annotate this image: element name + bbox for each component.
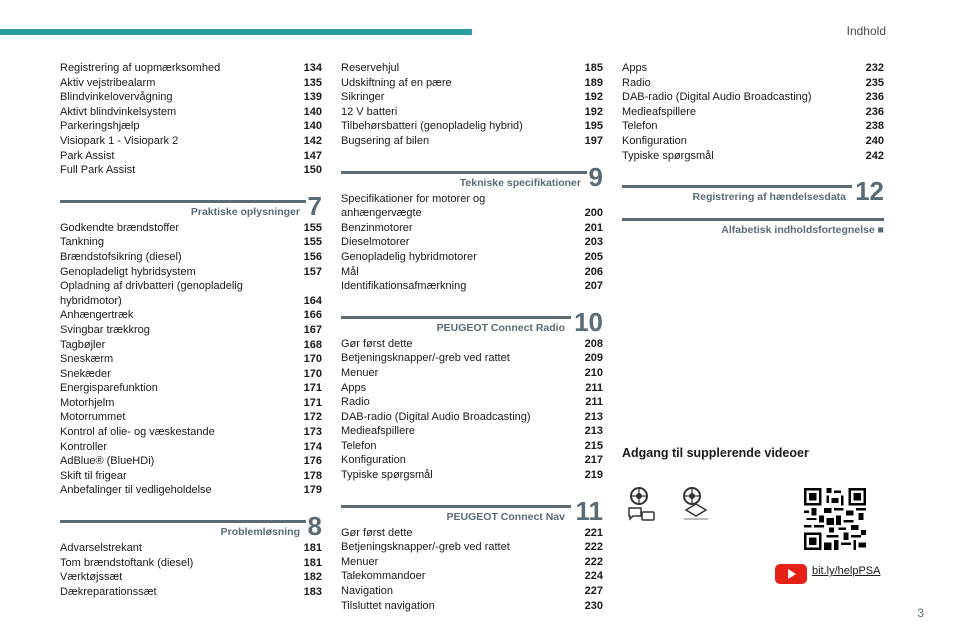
toc-entry-title: Tilsluttet navigation: [341, 599, 435, 612]
toc-entry-page: 232: [865, 62, 884, 74]
toc-entry[interactable]: [622, 149, 884, 164]
toc-entry[interactable]: [60, 163, 322, 178]
toc-entry-page: 181: [303, 556, 322, 569]
toc-entry-page: 155: [303, 221, 322, 234]
toc-entry[interactable]: [60, 338, 322, 353]
toc-entry-title: Park Assist: [60, 149, 115, 162]
toc-entry-page: 134: [303, 62, 322, 74]
toc-entry[interactable]: [341, 206, 603, 221]
toc-entry-title: Advarselstrekant: [60, 542, 142, 555]
toc-entry[interactable]: [341, 395, 603, 410]
toc-entry-page: 139: [303, 91, 322, 104]
section-rule: [60, 520, 306, 523]
wheel-chat-icon: [625, 486, 657, 522]
toc-entry-title: Parkeringshjælp: [60, 120, 140, 133]
toc-entry[interactable]: [60, 541, 322, 556]
toc-entry[interactable]: [341, 439, 603, 454]
youtube-icon: [775, 564, 807, 584]
toc-entry[interactable]: [341, 221, 603, 236]
toc-entry-title: Full Park Assist: [60, 164, 136, 177]
toc-entry[interactable]: [341, 90, 603, 105]
toc-entry[interactable]: [341, 337, 603, 352]
toc-entry-title: Telefon: [622, 120, 658, 133]
toc-entry[interactable]: [60, 235, 322, 250]
toc-entry-title: Motorrummet: [60, 411, 126, 424]
toc-entry[interactable]: [60, 410, 322, 425]
toc-entry-page: 203: [584, 236, 603, 249]
toc-list: [341, 526, 603, 614]
toc-entry[interactable]: [60, 76, 322, 91]
section-number: 8: [307, 511, 322, 542]
toc-entry-title: Sikringer: [341, 91, 385, 104]
toc-entry-page: 179: [303, 484, 322, 497]
toc-entry-title: hybridmotor): [60, 294, 122, 307]
toc-entry-title: Værktøjssæt: [60, 571, 123, 584]
toc-entry-title: Visiopark 1 - Visiopark 2: [60, 134, 179, 147]
toc-entry[interactable]: [60, 570, 322, 585]
toc-entry-title: Motorhjelm: [60, 396, 115, 409]
toc-entry-page: 164: [303, 294, 322, 307]
toc-entry-title: Apps: [341, 381, 367, 394]
toc-entry-title: Svingbar trækkrog: [60, 323, 150, 336]
section-rule: [60, 200, 306, 203]
toc-entry-page: 205: [584, 250, 603, 263]
toc-entry-title: AdBlue® (BlueHDi): [60, 455, 155, 468]
toc-entry[interactable]: [60, 279, 322, 294]
section-rule: [341, 171, 587, 174]
toc-entry[interactable]: [60, 585, 322, 600]
toc-entry[interactable]: [341, 76, 603, 91]
toc-entry-title: Gør først dette: [341, 526, 413, 539]
toc-entry[interactable]: [60, 105, 322, 120]
section-title: Problemløsning: [220, 526, 300, 539]
toc-entry[interactable]: [60, 149, 322, 164]
toc-entry-title: Identifikationsafmærkning: [341, 280, 467, 293]
toc-entry-title: Typiske spørgsmål: [341, 469, 433, 482]
toc-entry-page: 147: [303, 149, 322, 162]
toc-entry[interactable]: [341, 279, 603, 294]
section-rule: [622, 185, 852, 188]
wheel-shield-icon: [678, 486, 710, 522]
toc-entry[interactable]: [60, 556, 322, 571]
page-number: 3: [917, 606, 924, 620]
toc-entry-title: Dækreparationssæt: [60, 585, 157, 598]
toc-entry-page: 181: [303, 542, 322, 555]
toc-entry[interactable]: [60, 454, 322, 469]
toc-entry-page: 236: [865, 105, 884, 118]
toc-entry[interactable]: [341, 453, 603, 468]
section-number: 10: [574, 306, 603, 337]
toc-entry-title: DAB-radio (Digital Audio Broadcasting): [341, 410, 531, 423]
toc-column-3: [622, 61, 884, 239]
toc-column-2: [341, 61, 603, 613]
toc-list: [341, 337, 603, 483]
toc-entry[interactable]: [60, 440, 322, 455]
toc-entry[interactable]: [341, 569, 603, 584]
toc-column-1: [60, 61, 322, 599]
toc-entry[interactable]: [341, 235, 603, 250]
section-heading-10: [341, 306, 603, 337]
toc-entry[interactable]: [60, 425, 322, 440]
toc-entry-page: 170: [303, 353, 322, 366]
section-title: Alfabetisk indholdsfortegnelse ■: [721, 224, 884, 237]
toc-entry-page: 167: [303, 323, 322, 336]
toc-entry-page: 209: [584, 352, 603, 365]
toc-entry[interactable]: [341, 584, 603, 599]
toc-entry-title: Apps: [622, 62, 648, 74]
toc-entry-page: 208: [584, 337, 603, 350]
toc-entry[interactable]: [60, 134, 322, 149]
toc-entry-title: Bugsering af bilen: [341, 134, 430, 147]
toc-entry-page: 171: [303, 396, 322, 409]
toc-entry-page: 200: [584, 207, 603, 220]
toc-entry-page: 213: [584, 410, 603, 423]
toc-entry-page: 213: [584, 425, 603, 438]
toc-entry-title: Menuer: [341, 366, 379, 379]
toc-entry[interactable]: [622, 134, 884, 149]
toc-entry-title: Radio: [622, 76, 651, 89]
toc-entry-page: 170: [303, 367, 322, 380]
section-title: Tekniske specifikationer: [459, 176, 581, 189]
toc-entry[interactable]: [622, 90, 884, 105]
toc-entry-page: 235: [865, 76, 884, 89]
toc-entry-title: Telefon: [341, 439, 377, 452]
toc-entry-title: Mål: [341, 265, 359, 278]
section-title: Registrering af hændelsesdata: [692, 191, 846, 204]
toc-entry-title: Navigation: [341, 585, 393, 598]
toc-entry-title: Talekommandoer: [341, 570, 426, 583]
toc-entry[interactable]: [341, 410, 603, 425]
toc-entry-page: 238: [865, 120, 884, 133]
toc-entry[interactable]: [60, 396, 322, 411]
toc-entry[interactable]: [341, 134, 603, 149]
qr-code-icon: [804, 488, 866, 550]
toc-entry-page: 192: [584, 105, 603, 118]
toc-entry[interactable]: [60, 221, 322, 236]
toc-entry-title: Kontroller: [60, 440, 108, 453]
toc-entry-page: 217: [584, 454, 603, 467]
toc-entry[interactable]: [341, 424, 603, 439]
toc-entry-title: Godkendte brændstoffer: [60, 221, 180, 234]
toc-entry[interactable]: [341, 526, 603, 541]
toc-entry-title: Tom brændstoftank (diesel): [60, 556, 194, 569]
toc-entry[interactable]: [60, 61, 322, 76]
toc-entry-page: 176: [303, 455, 322, 468]
section-title: Praktiske oplysninger: [190, 205, 300, 218]
toc-entry-page: 140: [303, 105, 322, 118]
toc-entry[interactable]: [60, 294, 322, 309]
toc-entry[interactable]: [341, 468, 603, 483]
toc-entry-page: 236: [865, 91, 884, 104]
section-number: 9: [588, 161, 603, 192]
toc-entry-title: Specifikationer for motorer og: [341, 192, 486, 205]
toc-entry-title: Skift til frigear: [60, 469, 127, 482]
toc-entry-page: 192: [584, 91, 603, 104]
toc-entry-title: Genopladelig hybridmotorer: [341, 250, 477, 263]
section-number: 7: [307, 190, 322, 221]
toc-entry-title: Blindvinkelovervågning: [60, 91, 173, 104]
toc-entry-title: Reservehjul: [341, 62, 400, 74]
toc-entry-title: Medieafspillere: [341, 425, 415, 438]
toc-entry[interactable]: [60, 381, 322, 396]
toc-entry[interactable]: [60, 119, 322, 134]
toc-entry-page: 222: [584, 555, 603, 568]
toc-entry[interactable]: [60, 250, 322, 265]
toc-entry[interactable]: [60, 469, 322, 484]
toc-entry-title: Typiske spørgsmål: [622, 149, 714, 162]
toc-entry[interactable]: [60, 352, 322, 367]
toc-entry[interactable]: [341, 599, 603, 614]
toc-entry-page: 215: [584, 439, 603, 452]
toc-entry-title: Dieselmotorer: [341, 236, 410, 249]
toc-entry[interactable]: [341, 381, 603, 396]
toc-entry-title: DAB-radio (Digital Audio Broadcasting): [622, 91, 812, 104]
toc-entry-title: Genopladeligt hybridsystem: [60, 265, 196, 278]
section-heading-8: [60, 511, 322, 542]
toc-entry[interactable]: [60, 367, 322, 382]
toc-entry[interactable]: [341, 540, 603, 555]
toc-entry-title: Gør først dette: [341, 337, 413, 350]
toc-list: [341, 192, 603, 294]
toc-entry[interactable]: [622, 76, 884, 91]
toc-entry[interactable]: [60, 90, 322, 105]
toc-entry-title: Udskiftning af en pære: [341, 76, 452, 89]
toc-entry-page: 178: [303, 469, 322, 482]
toc-entry-title: Konfiguration: [341, 454, 406, 467]
toc-entry[interactable]: [60, 265, 322, 280]
toc-entry-title: Benzinmotorer: [341, 221, 413, 234]
toc-entry[interactable]: [622, 105, 884, 120]
toc-entry[interactable]: [622, 119, 884, 134]
section-number: 11: [575, 495, 603, 526]
toc-entry[interactable]: [341, 351, 603, 366]
toc-entry-title: Tankning: [60, 236, 105, 249]
toc-entry[interactable]: [341, 555, 603, 570]
toc-entry-title: Konfiguration: [622, 134, 687, 147]
toc-entry-page: 240: [865, 134, 884, 147]
toc-entry-page: 173: [303, 426, 322, 439]
toc-entry[interactable]: [60, 308, 322, 323]
toc-entry-title: Radio: [341, 396, 370, 409]
toc-entry-title: Opladning af drivbatteri (genopladelig: [60, 280, 243, 293]
section-heading-7: [60, 190, 322, 221]
toc-entry-title: Medieafspillere: [622, 105, 696, 118]
toc-entry-page: 211: [585, 396, 603, 409]
toc-list: [60, 61, 322, 178]
toc-entry-title: Registrering af uopmærksomhed: [60, 62, 221, 74]
section-rule: [622, 218, 884, 221]
section-heading-12: [622, 176, 884, 207]
toc-entry-title: Tagbøjler: [60, 338, 106, 351]
section-heading-index: [622, 212, 884, 237]
toc-entry[interactable]: [341, 192, 603, 207]
toc-entry-page: 157: [303, 265, 322, 278]
toc-entry-page: 230: [584, 599, 603, 612]
toc-entry[interactable]: [341, 366, 603, 381]
toc-entry-title: Kontrol af olie- og væskestande: [60, 426, 215, 439]
toc-entry-page: 172: [303, 411, 322, 424]
toc-entry-title: Brændstofsikring (diesel): [60, 250, 182, 263]
toc-entry-page: 171: [303, 382, 322, 395]
section-title: PEUGEOT Connect Radio: [436, 321, 565, 334]
header-accent-bar: [0, 29, 472, 35]
toc-entry-page: 156: [303, 250, 322, 263]
toc-entry-page: 189: [584, 76, 603, 89]
toc-entry-title: Sneskærm: [60, 353, 114, 366]
help-videos-link[interactable]: bit.ly/helpPSA: [812, 565, 881, 577]
toc-entry-title: anhængervægte: [341, 207, 422, 220]
toc-entry-page: 227: [584, 585, 603, 598]
toc-entry-title: Tilbehørsbatteri (genopladelig hybrid): [341, 120, 523, 133]
toc-entry-page: 174: [303, 440, 322, 453]
toc-entry-title: 12 V batteri: [341, 105, 398, 118]
toc-entry-page: 155: [303, 236, 322, 249]
toc-entry-title: Anbefalinger til vedligeholdelse: [60, 484, 212, 497]
toc-entry[interactable]: [341, 119, 603, 134]
videos-heading: Adgang til supplerende videoer: [622, 446, 809, 460]
toc-entry-page: 166: [303, 309, 322, 322]
toc-entry-page: 150: [303, 164, 322, 177]
toc-entry-page: 222: [584, 541, 603, 554]
toc-entry-title: Energisparefunktion: [60, 382, 158, 395]
toc-entry[interactable]: [341, 265, 603, 280]
toc-entry-title: Anhængertræk: [60, 309, 134, 322]
toc-entry-page: 135: [303, 76, 322, 89]
toc-entry-page: 182: [303, 571, 322, 584]
toc-entry-title: Aktivt blindvinkelsystem: [60, 105, 177, 118]
section-title: PEUGEOT Connect Nav: [446, 510, 565, 523]
toc-entry-page: 224: [584, 570, 603, 583]
toc-entry-page: 142: [303, 134, 322, 147]
toc-entry-page: 207: [584, 280, 603, 293]
toc-entry[interactable]: [60, 483, 322, 498]
section-heading-9: [341, 161, 603, 192]
toc-entry-page: 211: [585, 381, 603, 394]
toc-entry-page: 201: [584, 221, 603, 234]
toc-entry[interactable]: [622, 61, 884, 76]
toc-entry-page: 210: [584, 366, 603, 379]
toc-entry-title: Aktiv vejstribealarm: [60, 76, 156, 89]
section-heading-11: [341, 495, 603, 526]
toc-entry[interactable]: [341, 61, 603, 76]
toc-entry-page: 219: [584, 469, 603, 482]
toc-entry-page: 197: [584, 134, 603, 147]
toc-list: [60, 541, 322, 599]
toc-entry-page: 221: [584, 526, 603, 539]
toc-entry-page: 168: [303, 338, 322, 351]
section-rule: [341, 316, 571, 319]
toc-list: [622, 61, 884, 163]
toc-entry[interactable]: [60, 323, 322, 338]
toc-entry[interactable]: [341, 105, 603, 120]
toc-entry-title: Snekæder: [60, 367, 111, 380]
toc-entry-page: 242: [865, 149, 884, 162]
toc-entry-title: Betjeningsknapper/-greb ved rattet: [341, 352, 510, 365]
toc-entry-page: 183: [303, 585, 322, 598]
page-title: Indhold: [846, 24, 886, 38]
toc-entry-title: Menuer: [341, 555, 379, 568]
toc-entry-title: Betjeningsknapper/-greb ved rattet: [341, 541, 510, 554]
toc-list: [341, 61, 603, 149]
toc-entry[interactable]: [341, 250, 603, 265]
toc-entry-page: 206: [584, 265, 603, 278]
toc-entry-page: 195: [584, 120, 603, 133]
toc-entry-page: 185: [584, 62, 603, 74]
section-rule: [341, 505, 571, 508]
toc-list: [60, 221, 322, 498]
toc-entry-page: 140: [303, 120, 322, 133]
section-number: 12: [855, 176, 884, 207]
